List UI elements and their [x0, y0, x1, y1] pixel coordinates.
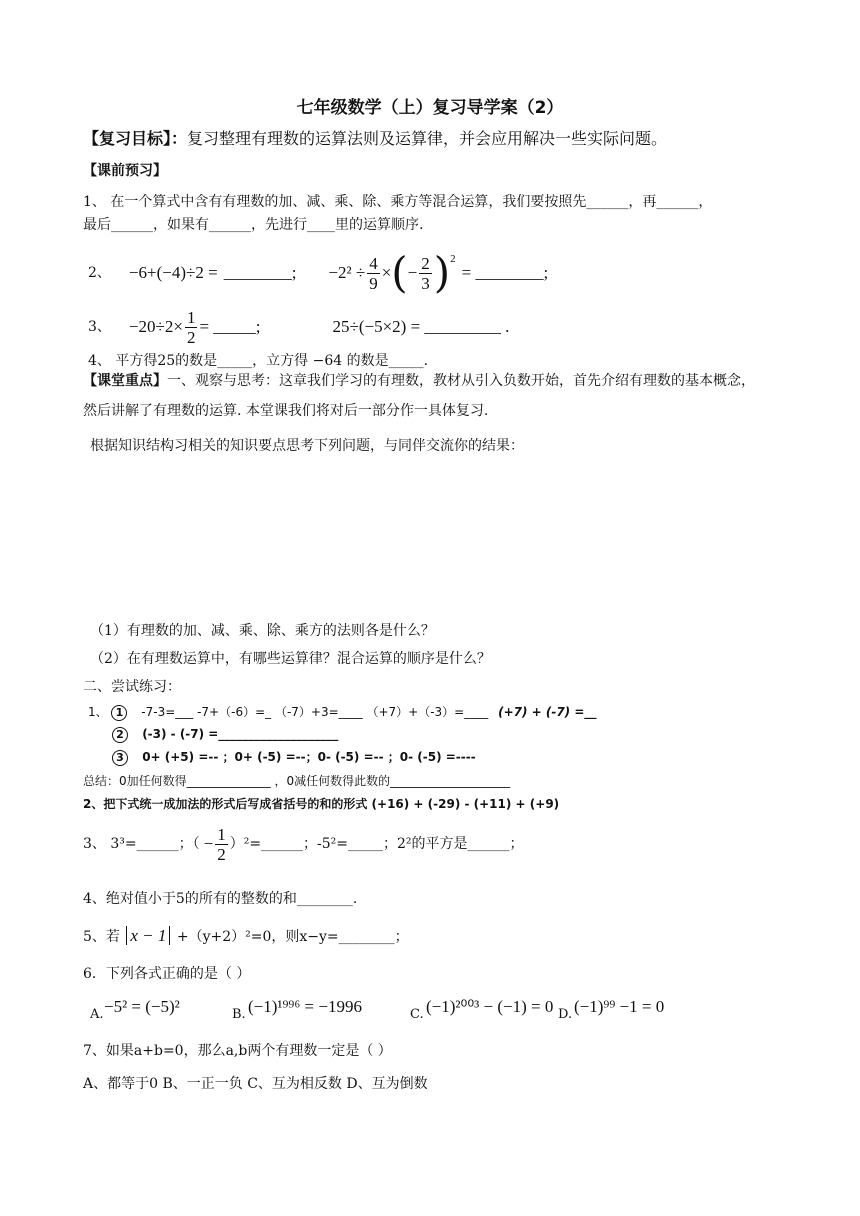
practice-heading: 二、尝试练习：	[83, 679, 181, 695]
focus-text-1: 一、观察与思考：这章我们学习的有理数，教材从引入负数开始，首先介绍有理数的基本概念，	[167, 373, 755, 389]
row1-bold-text: (+7) + (-7) =__	[498, 705, 597, 719]
question-1: （1）有理数的加、减、乘、除、乘方的法则各是什么？	[90, 623, 435, 639]
practice-row3	[112, 748, 476, 766]
preview-q1-line1: 1、 在一个算式中含有有理数的加、减、乘、除、乘方等混合运算，我们要按照先______，再______，	[83, 194, 713, 210]
row1-prefix: 1、	[88, 705, 108, 719]
item3-fraction-1-2	[215, 825, 228, 864]
q2-frac2-num: 2	[421, 253, 430, 273]
preview-q3	[88, 305, 509, 349]
row1-text: -7-3=___ -7+（-6）=_ （-7）+3=____ （+7）+（-3）=____	[141, 705, 489, 719]
q2-expr-a: −6+(−4)÷2 =	[128, 263, 218, 282]
item6-options	[90, 998, 790, 1024]
q2-fraction-2-3	[419, 254, 432, 293]
option-a-expr: −5² = (−5)²	[104, 997, 180, 1016]
item3-frac-num: 1	[217, 824, 226, 844]
q3-frac-den: 2	[186, 327, 196, 347]
q2-frac1-num: 4	[369, 253, 378, 273]
q2-fraction-4-9	[367, 254, 380, 293]
option-c-label: C.	[410, 1007, 424, 1022]
preview-q1-line2: 最后______，如果有______，先进行____里的运算顺序.	[83, 217, 424, 233]
option-a-label: A.	[90, 1007, 104, 1022]
practice-item7: 7、如果a+b=0，那么a,b两个有理数一定是（ ）	[83, 1043, 392, 1059]
item3-prefix: 3、 3³=______；（	[83, 836, 200, 852]
question-2: （2）在有理数运算中，有哪些运算律？混合运算的顺序是什么？	[90, 651, 491, 667]
practice-item2: 2、把下式统一成加法的形式后写成省括号的和的形式 (+16) + (-29) - (+11) + (+9)	[83, 797, 560, 811]
item3-suffix: ）²=______；-5²=_____；2²的平方是______；	[229, 836, 524, 852]
q3-prefix: 3、	[88, 319, 111, 335]
practice-row2	[112, 725, 338, 743]
q2-expr-b: −2² ÷	[328, 263, 366, 282]
practice-item5	[83, 927, 409, 946]
q2-times: ×	[381, 263, 392, 282]
option-b-expr: (−1)¹⁹⁹⁶ = −1996	[248, 997, 362, 1016]
item5-absolute-value: x − 1	[126, 926, 170, 945]
review-goal	[83, 130, 667, 148]
q3-expr-a: −20÷2×	[128, 317, 183, 336]
row2-text: (-3) - (-7) =____________________	[142, 727, 339, 741]
goal-label: 【复习目标】：	[83, 129, 188, 148]
focus-line2: 然后讲解了有理数的运算. 本堂课我们将对后一部分作一具体复习.	[83, 403, 489, 419]
q2-blank-b: = ________;	[461, 263, 549, 282]
preview-q2: 2、 −6+(−4)÷2 = ________; −2² ÷ $\frac{4}{9}$ × ( − $\frac{2}{3}$ ) 2 = ________;	[88, 248, 549, 297]
q3-fraction-1-2	[185, 308, 198, 347]
preview-label: 【课前预习】	[83, 163, 167, 179]
q3-expr-b: 25÷(−5×2) = _________ .	[332, 317, 510, 336]
circled-2-icon: 2	[112, 727, 128, 743]
circled-1-icon: 1	[111, 705, 127, 721]
item5-suffix: +（y+2）²=0，则x−y=________；	[176, 929, 409, 945]
q2-blank-a: ________;	[223, 263, 297, 282]
q2-right-paren: )	[433, 248, 451, 297]
focus-line1	[83, 372, 755, 390]
q2-frac2-den: 3	[421, 273, 430, 293]
item7-options: A、都等于0 B、一正一负 C、互为相反数 D、互为倒数	[83, 1076, 428, 1092]
q2-frac1-den: 9	[369, 273, 378, 293]
option-b-label: B.	[232, 1007, 246, 1022]
goal-text: 复习整理有理数的运算法则及运算律，并会应用解决一些实际问题。	[187, 129, 668, 148]
option-d-expr: (−1)⁹⁹ −1 = 0	[574, 997, 665, 1016]
practice-item6: 6．下列各式正确的是（ ）	[83, 966, 251, 982]
page-title: 七年级数学（上）复习导学案（2）	[296, 98, 564, 118]
practice-item4: 4、绝对值小于5的所有的整数的和________.	[83, 891, 358, 907]
practice-row1	[88, 703, 596, 721]
q2-left-paren: (	[391, 248, 408, 297]
focus-prompt: 根据知识结构习相关的知识要点思考下列问题，与同伴交流你的结果：	[90, 438, 524, 454]
practice-item3	[83, 822, 524, 866]
q3-blank-a: = _____;	[199, 317, 261, 336]
practice-summary: 总结：0加任何数得______________ ，0减任何数得此数的____________________	[83, 774, 511, 788]
preview-q4: 4、 平方得25的数是_____，立方得 −64 的数是_____.	[88, 353, 429, 369]
circled-3-icon: 3	[112, 750, 128, 766]
q3-frac-num: 1	[186, 307, 196, 327]
item3-frac-den: 2	[217, 844, 226, 864]
row3-text: 0+ (+5) =-- ；0+ (-5) =--；0- (-5) =-- ；0- (-5) =----	[142, 750, 476, 764]
item3-minus: −	[203, 834, 214, 853]
option-d-label: D.	[558, 1007, 573, 1022]
option-c-expr: (−1)²⁰⁰³ − (−1) = 0	[426, 997, 554, 1016]
item5-prefix: 5、若	[83, 929, 120, 945]
focus-label: 【课堂重点】	[83, 373, 167, 389]
q2-prefix: 2、	[88, 265, 111, 281]
